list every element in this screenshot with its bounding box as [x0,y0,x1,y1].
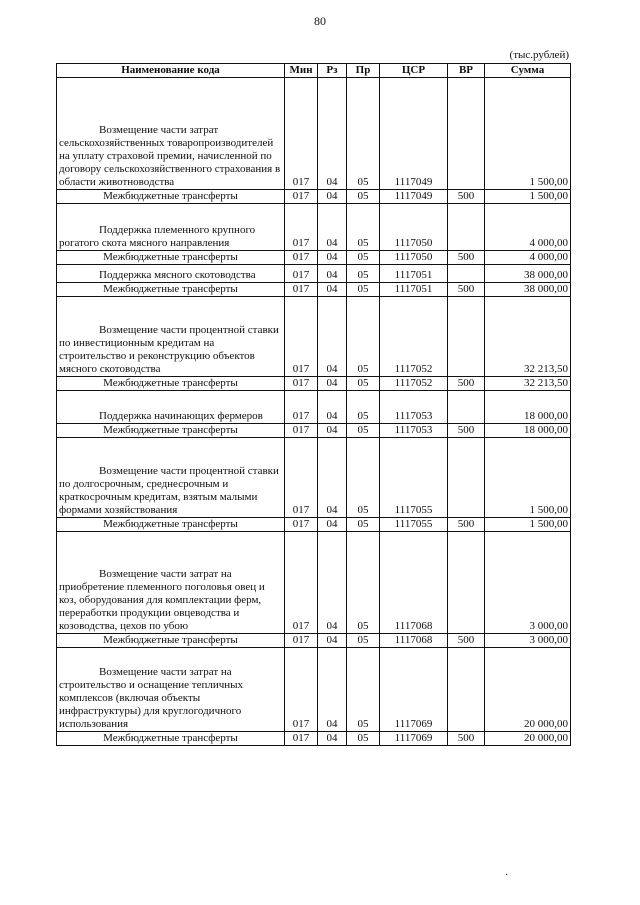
table-row-subtotal [57,424,571,438]
cell-sum: 4 000,00 [485,251,571,265]
cell-sum: 32 213,50 [485,297,571,377]
cell-min: 017 [285,732,318,746]
cell-csr: 1117053 [380,424,448,438]
cell-csr: 1117068 [380,634,448,648]
cell-vr: 500 [448,251,485,265]
table-row-subtotal [57,518,571,532]
cell-pr: 05 [347,190,380,204]
header-min: Мин [285,64,318,78]
table-row-subtotal [57,283,571,297]
cell-min: 017 [285,297,318,377]
cell-csr: 1117069 [380,648,448,732]
cell-csr: 1117055 [380,438,448,518]
header-name: Наименование кода [57,64,285,78]
cell-vr [448,265,485,283]
cell-rz: 04 [318,634,347,648]
cell-sum: 3 000,00 [485,634,571,648]
item-title [57,648,285,732]
cell-sum: 38 000,00 [485,265,571,283]
cell-pr: 05 [347,648,380,732]
cell-sum: 18 000,00 [485,424,571,438]
cell-min: 017 [285,518,318,532]
cell-min: 017 [285,634,318,648]
cell-min: 017 [285,377,318,391]
table-header-row [57,64,571,78]
cell-vr [448,648,485,732]
cell-sub-name: Межбюджетные трансферты [57,283,285,297]
table-row [57,204,571,251]
cell-vr [448,532,485,634]
cell-csr: 1117055 [380,518,448,532]
cell-sub-name: Межбюджетные трансферты [57,634,285,648]
cell-min: 017 [285,283,318,297]
cell-sum: 1 500,00 [485,78,571,190]
item-title-text: Возмещение части затрат на строительство и оснащение тепличных комплексов (включая объекты инфраструктуры) для круглогодичного использования [59,666,244,730]
cell-pr: 05 [347,265,380,283]
cell-pr: 05 [347,78,380,190]
cell-pr: 05 [347,297,380,377]
cell-csr: 1117050 [380,251,448,265]
table-row-subtotal [57,190,571,204]
table-row [57,532,571,634]
header-sum: Сумма [485,64,571,78]
cell-sum: 1 500,00 [485,438,571,518]
cell-sum: 32 213,50 [485,377,571,391]
table-row-subtotal [57,634,571,648]
table-row [57,391,571,424]
cell-sum: 1 500,00 [485,518,571,532]
cell-csr: 1117050 [380,204,448,251]
cell-vr: 500 [448,634,485,648]
header-rz: Рз [318,64,347,78]
cell-min: 017 [285,648,318,732]
item-title [57,438,285,518]
header-vr: ВР [448,64,485,78]
cell-rz: 04 [318,438,347,518]
item-title [57,78,285,190]
budget-table [56,63,571,746]
cell-vr: 500 [448,190,485,204]
cell-rz: 04 [318,732,347,746]
cell-vr: 500 [448,518,485,532]
item-title [57,204,285,251]
cell-rz: 04 [318,377,347,391]
cell-min: 017 [285,78,318,190]
table-row [57,438,571,518]
cell-sum: 3 000,00 [485,532,571,634]
table-body [57,78,571,746]
cell-rz: 04 [318,648,347,732]
cell-sub-name: Межбюджетные трансферты [57,732,285,746]
table-row [57,648,571,732]
cell-pr: 05 [347,283,380,297]
scan-dot: · [505,870,509,881]
cell-vr: 500 [448,377,485,391]
item-title-text: Поддержка начинающих фермеров [99,410,263,422]
cell-min: 017 [285,204,318,251]
cell-sub-name: Межбюджетные трансферты [57,424,285,438]
item-title-text: Возмещение части затрат сельскохозяйственных товаропроизводителей на уплату страховой премии, начисленной по договору сельскохозяйственного страхования в области животноводства [59,124,281,188]
cell-pr: 05 [347,634,380,648]
cell-pr: 05 [347,251,380,265]
cell-sum: 4 000,00 [485,204,571,251]
cell-rz: 04 [318,283,347,297]
cell-sum: 38 000,00 [485,283,571,297]
cell-csr: 1117052 [380,297,448,377]
cell-rz: 04 [318,265,347,283]
cell-vr [448,204,485,251]
cell-vr [448,78,485,190]
table-row [57,78,571,190]
cell-rz: 04 [318,204,347,251]
cell-rz: 04 [318,424,347,438]
cell-rz: 04 [318,251,347,265]
page-number: 80 [314,14,326,28]
item-title-text: Возмещение части процентной ставки по долгосрочным, среднесрочным и краткосрочным кредитам, взятым малыми формами хозяйствования [59,465,279,516]
item-title-text: Поддержка племенного крупного рогатого скота мясного направления [59,224,256,249]
cell-pr: 05 [347,391,380,424]
table-row-subtotal [57,377,571,391]
cell-rz: 04 [318,532,347,634]
cell-pr: 05 [347,732,380,746]
cell-csr: 1117049 [380,190,448,204]
cell-csr: 1117051 [380,283,448,297]
cell-pr: 05 [347,532,380,634]
cell-sum: 20 000,00 [485,648,571,732]
cell-min: 017 [285,265,318,283]
cell-sum: 18 000,00 [485,391,571,424]
cell-pr: 05 [347,204,380,251]
item-title-text: Поддержка мясного скотоводства [99,269,256,281]
cell-csr: 1117051 [380,265,448,283]
cell-sub-name: Межбюджетные трансферты [57,518,285,532]
table-row [57,265,571,283]
cell-vr: 500 [448,732,485,746]
item-title [57,391,285,424]
cell-rz: 04 [318,518,347,532]
cell-pr: 05 [347,424,380,438]
cell-min: 017 [285,391,318,424]
cell-pr: 05 [347,377,380,391]
cell-sub-name: Межбюджетные трансферты [57,377,285,391]
cell-sum: 1 500,00 [485,190,571,204]
cell-min: 017 [285,190,318,204]
cell-vr [448,438,485,518]
cell-rz: 04 [318,391,347,424]
item-title-text: Возмещение части процентной ставки по инвестиционным кредитам на строительство и реконструкцию объектов мясного скотоводства [59,324,279,375]
cell-min: 017 [285,438,318,518]
item-title-text: Возмещение части затрат на приобретение племенного поголовья овец и коз, оборудования для комплектации ферм, переработки продукции овцеводства и козоводства, цехов по убою [59,568,265,632]
cell-csr: 1117053 [380,391,448,424]
cell-sub-name: Межбюджетные трансферты [57,251,285,265]
cell-min: 017 [285,532,318,634]
item-title [57,532,285,634]
header-csr: ЦСР [380,64,448,78]
cell-csr: 1117068 [380,532,448,634]
cell-csr: 1117049 [380,78,448,190]
cell-pr: 05 [347,438,380,518]
header-pr: Пр [347,64,380,78]
cell-rz: 04 [318,78,347,190]
cell-sum: 20 000,00 [485,732,571,746]
cell-rz: 04 [318,190,347,204]
cell-rz: 04 [318,297,347,377]
item-title [57,297,285,377]
cell-vr: 500 [448,283,485,297]
cell-csr: 1117069 [380,732,448,746]
table-row-subtotal [57,732,571,746]
cell-vr: 500 [448,424,485,438]
cell-vr [448,391,485,424]
cell-vr [448,297,485,377]
table-row [57,297,571,377]
units-label: (тыс.рублей) [509,49,569,61]
cell-csr: 1117052 [380,377,448,391]
table-row-subtotal [57,251,571,265]
cell-sub-name: Межбюджетные трансферты [57,190,285,204]
cell-pr: 05 [347,518,380,532]
cell-min: 017 [285,424,318,438]
cell-min: 017 [285,251,318,265]
item-title [57,265,285,283]
